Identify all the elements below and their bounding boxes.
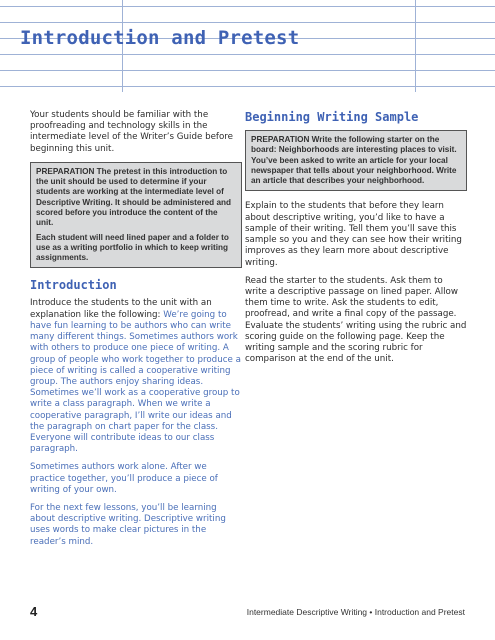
body-paragraph: Read the starter to the students. Ask them to write a descriptive passage on lined paper. Allow them time to write. Ask the students to edit, proofread, and write a final copy of the passage. Evaluate the students’ writing using the rubric and scoring guide on the following page. Keep the writing sample and the scoring rubric for comparison at the end of the unit. — [245, 275, 467, 365]
notebook-header-band — [0, 0, 495, 92]
intro-paragraph: Your students should be familiar with the proofreading and technology skills in the intermediate level of the Writer’s Guide before beginning this unit. — [30, 110, 234, 154]
header-rule — [0, 6, 495, 7]
body-paragraph: Explain to the students that before they learn about descriptive writing, you’d like to have a sample of their writing. Tell them you’ll save this sample so you and they can see how their writing improves as they learn more about descriptive writing. — [245, 201, 462, 268]
teacher-script: Sometimes authors work alone. After we practice together, you’ll produce a piece of writing of your own. — [30, 462, 218, 495]
section-heading-beginning-writing-sample: Beginning Writing Sample — [245, 110, 419, 124]
preparation-note — [36, 167, 236, 229]
introduction-paragraph — [30, 298, 242, 455]
header-rule — [0, 70, 495, 71]
teacher-script: We’re going to have fun learning to be authors who can write many different things. Sometimes authors work with others to produce one piece of writing. A group of people who work together to produce a piece of writing is called a cooperative writing group. The authors enjoy sharing ideas. Sometimes we’ll work as a cooperative group to write a class paragraph. When we write a cooperative paragraph, I’ll write our ideas and the paragraph on chart paper for the class. Everyone will contribute ideas to our class paragraph. — [30, 309, 241, 455]
preparation-materials: Each student will need lined paper and a folder to use as a writing portfolio in which to keep writing assignments. — [36, 232, 229, 263]
right-column — [245, 110, 467, 372]
header-rule — [0, 22, 495, 23]
page-number: 4 — [30, 604, 38, 619]
header-margin-line — [415, 0, 416, 92]
preparation-note — [251, 135, 461, 186]
left-column — [30, 110, 242, 555]
teacher-script: For the next few lessons, you’ll be learning about descriptive writing. Descriptive writing uses words to make clear pictures in the reader’s mind. — [30, 502, 226, 547]
preparation-text: The pretest in this introduction to the unit should be used to determine if your students are working at the intermediate level of Descriptive Writing. It should be administered and scored before you introduce the content of the unit. — [36, 166, 232, 228]
preparation-text: Write the following starter on the board: Neighborhoods are interesting places to visit. You’ve been asked to write an article for your local newspaper that tells about your neighborhood. Write an article that describes your neighborhood. — [251, 135, 457, 186]
page-title: Introduction and Pretest — [20, 27, 300, 49]
running-footer: Intermediate Descriptive Writing • Introduction and Pretest — [246, 607, 465, 617]
preparation-box — [245, 130, 467, 191]
section-heading-introduction: Introduction — [30, 278, 117, 293]
preparation-box — [30, 162, 242, 269]
header-rule — [0, 54, 495, 55]
preparation-label: PREPARATION — [36, 166, 95, 176]
header-rule — [0, 86, 495, 87]
introduction-lead: Introduce the students to the unit with an explanation like the following: — [30, 298, 212, 320]
preparation-label: PREPARATION — [251, 135, 310, 144]
